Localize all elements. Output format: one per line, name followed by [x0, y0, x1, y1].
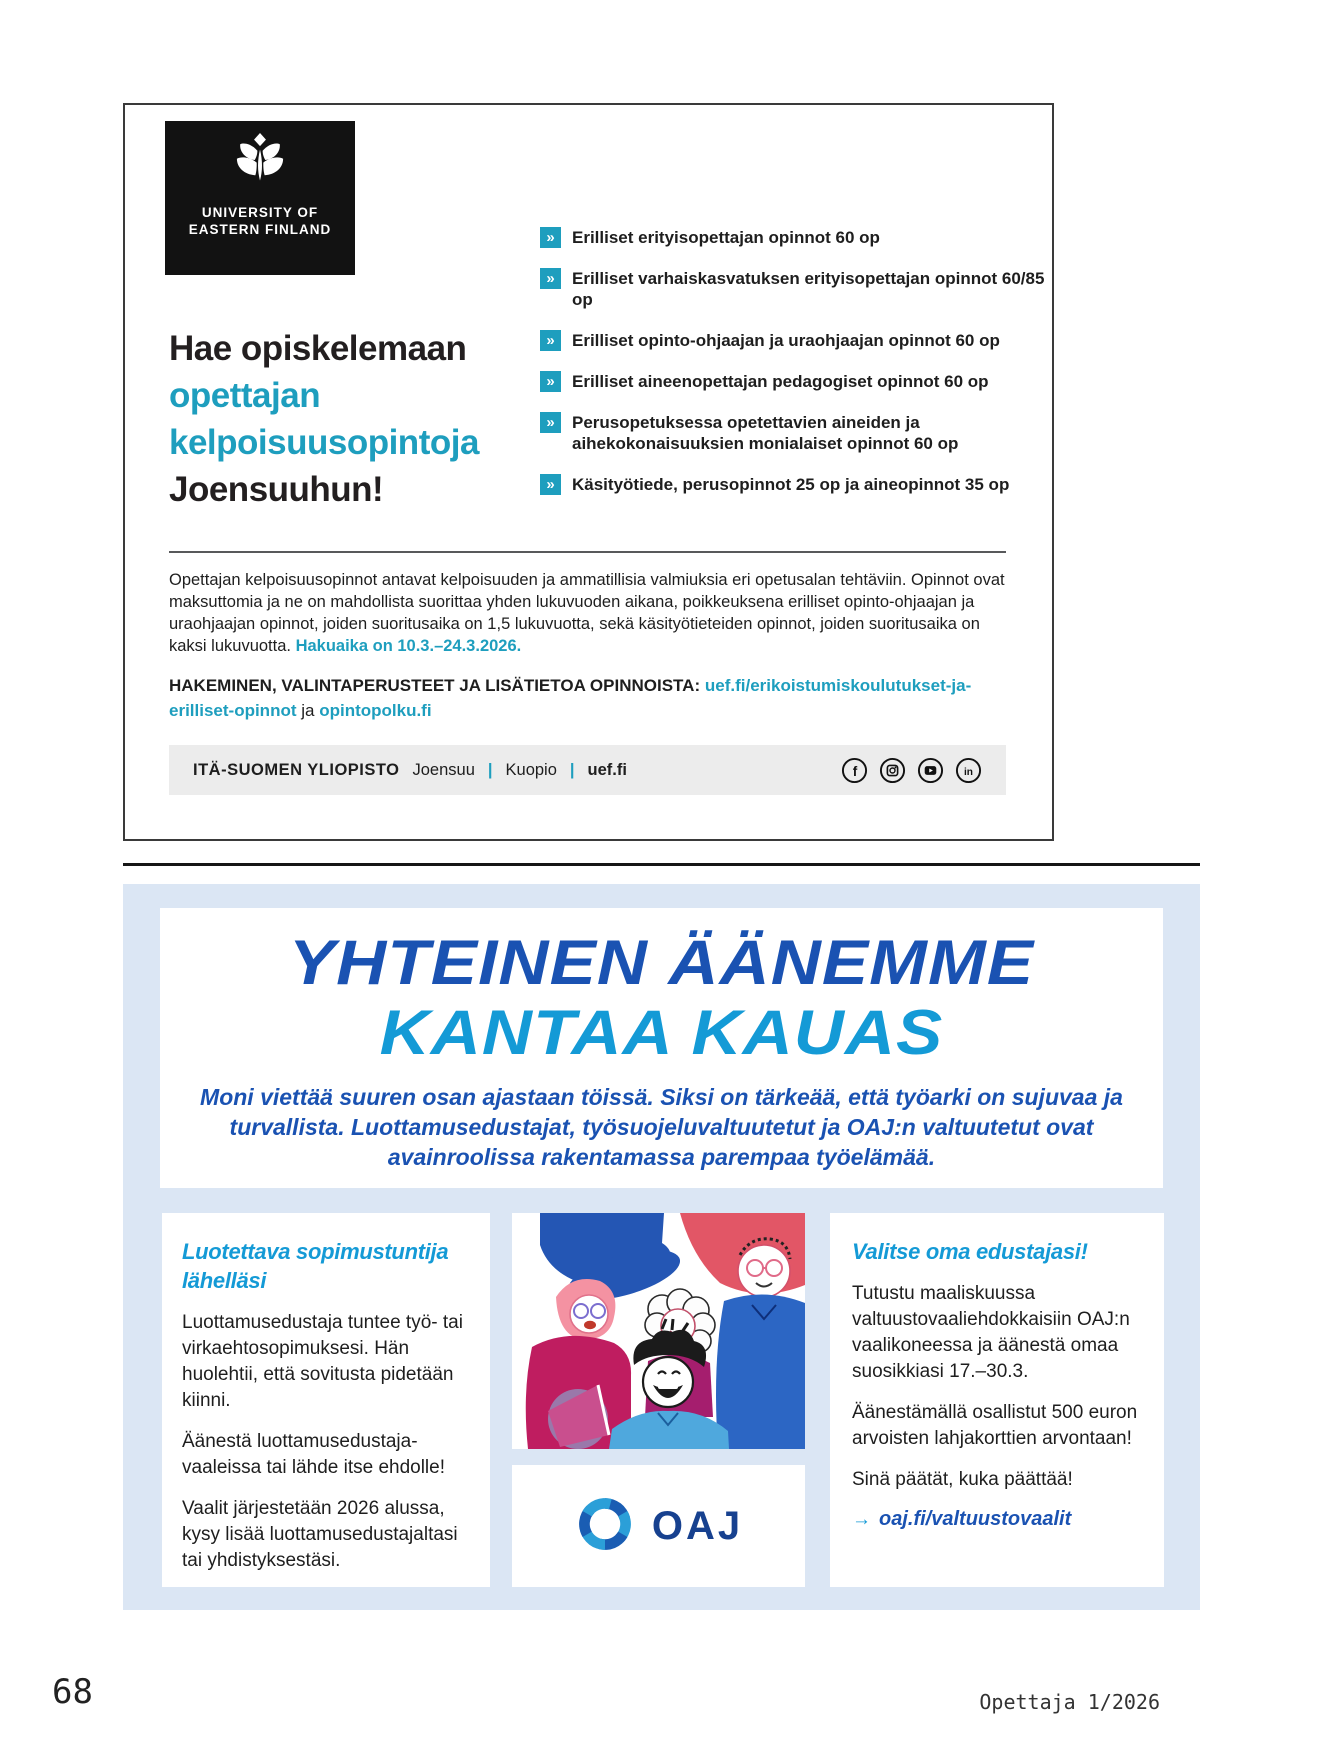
uef-logo	[165, 121, 355, 275]
list-item	[540, 330, 1052, 351]
oaj-intro-text: Moni viettää suuren osan ajastaan töissä. Siksi on tärkeää, että työarki on sujuvaa ja turvallista. Luottamusedustajat, työsuojeluvaltuutetut ja OAJ:n valtuutetut ovat avainroolissa rakentamassa parempaa työelämää.	[200, 1084, 1123, 1170]
uef-advertisement	[123, 103, 1054, 841]
application-deadline: Hakuaika on 10.3.–24.3.2026.	[295, 637, 522, 655]
uef-info-line	[169, 673, 1017, 723]
list-item	[540, 227, 1052, 248]
uef-headline	[169, 325, 549, 513]
program-label: Erilliset varhaiskasvatuksen erityisopettajan opinnot 60/85 op	[572, 269, 1045, 309]
conjunction: ja	[301, 701, 315, 720]
oaj-advertisement	[123, 884, 1200, 1610]
instagram-icon[interactable]	[879, 757, 906, 784]
program-label: Erilliset erityisopettajan opinnot 60 op	[572, 228, 880, 247]
chevron-bullet-icon: »	[540, 268, 561, 289]
uef-body-text	[169, 569, 1017, 657]
campus-kuopio: Kuopio	[505, 760, 557, 779]
right-card-paragraph: Tutustu maaliskuussa valtuustovaaliehdokkaisiin OAJ:n vaalikoneessa ja äänestä omaa suosikkiasi 17.–30.3.	[852, 1283, 1130, 1382]
choose-representative-card	[830, 1213, 1164, 1587]
uef-logo-line2: EASTERN FINLAND	[188, 222, 332, 237]
oaj-title-line1: YHTEINEN ÄÄNEMME	[288, 928, 1035, 998]
right-card-paragraph: Sinä päätät, kuka päättää!	[852, 1469, 1073, 1490]
university-name: ITÄ-SUOMEN YLIOPISTO	[193, 760, 400, 779]
list-item	[540, 268, 1052, 310]
program-label: Käsityötiede, perusopinnot 25 op ja aineopinnot 35 op	[572, 475, 1010, 494]
uef-footer-text	[193, 761, 627, 780]
oaj-hero-panel	[160, 908, 1163, 1188]
chevron-bullet-icon: »	[540, 474, 561, 495]
trusted-agent-card	[162, 1213, 490, 1587]
oaj-swirl-icon	[574, 1493, 636, 1560]
svg-text:in: in	[964, 766, 973, 778]
oaj-title-line2: KANTAA KAUAS	[379, 998, 944, 1068]
info-label: HAKEMINEN, VALINTAPERUSTEET JA LISÄTIETOA OPINNOISTA:	[169, 676, 701, 695]
group-illustration	[512, 1213, 805, 1449]
list-item	[540, 474, 1052, 495]
left-card-paragraph: Vaalit järjestetään 2026 alussa, kysy lisää luottamusedustajaltasi tai yhdistyksestäsi.	[182, 1498, 458, 1571]
program-label: Perusopetuksessa opetettavien aineiden ja aihekokonaisuuksien monialaiset opinnot 60 op	[572, 413, 959, 453]
youtube-icon[interactable]	[917, 757, 944, 784]
uef-footer-bar	[169, 745, 1006, 795]
headline-line4: Joensuuhun!	[169, 470, 384, 509]
chevron-bullet-icon: »	[540, 227, 561, 248]
chevron-bullet-icon: »	[540, 371, 561, 392]
page-number: 68	[52, 1672, 93, 1712]
linkedin-icon[interactable]	[955, 757, 982, 784]
uef-logo-line1: UNIVERSITY OF	[201, 205, 319, 220]
campus-joensuu: Joensuu	[412, 760, 475, 779]
headline-line3: kelpoisuusopintoja	[169, 423, 479, 462]
oaj-vaalit-link[interactable]: oaj.fi/valtuustovaalit	[879, 1508, 1072, 1530]
separator: |	[569, 760, 575, 779]
list-item	[540, 412, 1052, 454]
separator: |	[487, 760, 493, 779]
headline-line2: opettajan	[169, 376, 321, 415]
uef-courses-link[interactable]: uef.fi/erikoistumiskoulutukset-ja-erilliset-opinnot	[169, 676, 972, 720]
arrow-right-icon: →	[852, 1509, 871, 1530]
horizontal-rule	[169, 551, 1006, 553]
right-card-paragraph: Äänestämällä osallistut 500 euron arvoisten lahjakorttien arvontaan!	[852, 1402, 1138, 1449]
left-card-paragraph: Äänestä luottamusedustaja-vaaleissa tai lähde itse ehdolle!	[182, 1431, 446, 1478]
list-item	[540, 371, 1052, 392]
left-card-paragraph: Luottamusedustaja tuntee työ- tai virkaehtosopimuksesi. Hän huolehtii, että sovitusta pidetään kiinni.	[182, 1312, 463, 1411]
oaj-logo-wordmark: OAJ	[651, 1503, 744, 1548]
oaj-link-row[interactable]	[852, 1508, 1144, 1531]
facebook-icon[interactable]	[841, 757, 868, 784]
right-card-title: Valitse oma edustajasi!	[852, 1239, 1088, 1264]
oaj-logo-card	[512, 1465, 805, 1587]
svg-text:f: f	[852, 763, 858, 779]
body-text: Opettajan kelpoisuusopinnot antavat kelpoisuuden ja ammatillisia valmiuksia eri opetusalan tehtäviin. Opinnot ovat maksuttomia ja ne on mahdollista suorittaa yhden lukuvuoden aikana, poikkeuksena erilliset opinto-ohjaajan ja uraohjaajan opinnot, joiden suoritusaika on 1,5 lukuvuotta, sekä käsityötieteiden opinnot, joiden suoritusaika on kaksi lukuvuotta.	[169, 571, 1005, 655]
uef-leaf-icon	[224, 121, 296, 202]
uef-program-list	[540, 227, 1052, 515]
headline-line1: Hae opiskelemaan	[169, 329, 467, 368]
uef-site-label: uef.fi	[587, 760, 627, 779]
chevron-bullet-icon: »	[540, 412, 561, 433]
social-icons	[841, 757, 982, 784]
program-label: Erilliset aineenopettajan pedagogiset opinnot 60 op	[572, 372, 989, 391]
magazine-issue-label: Opettaja 1/2026	[979, 1690, 1160, 1714]
section-divider	[123, 863, 1200, 866]
opintopolku-link[interactable]: opintopolku.fi	[319, 701, 432, 720]
program-label: Erilliset opinto-ohjaajan ja uraohjaajan opinnot 60 op	[572, 331, 1000, 350]
chevron-bullet-icon: »	[540, 330, 561, 351]
left-card-title: Luotettava sopimustuntija lähelläsi	[182, 1239, 449, 1293]
